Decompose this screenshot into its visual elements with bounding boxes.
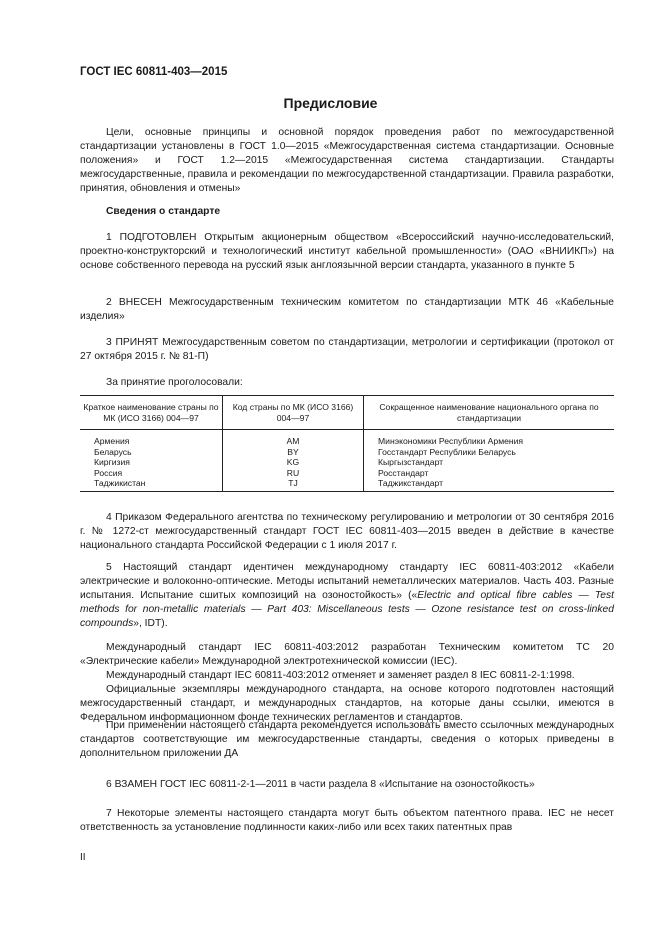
document-header: ГОСТ IEC 60811-403—2015 bbox=[80, 66, 228, 78]
table-cell-code: AM bbox=[223, 430, 364, 447]
table-header-row bbox=[80, 396, 614, 430]
votes-intro bbox=[80, 376, 614, 390]
section-title bbox=[80, 205, 614, 219]
votes-table bbox=[80, 395, 614, 492]
table-header-country: Краткое наименование страны по МК (ИСО 3166) 004—97 bbox=[80, 396, 223, 430]
table-cell-country: Армения bbox=[94, 436, 130, 447]
paragraph-1 bbox=[80, 231, 614, 273]
table-cell-code: KG bbox=[223, 457, 364, 468]
table-cell-code: TJ bbox=[223, 478, 364, 491]
table-row bbox=[80, 457, 614, 468]
table-header-code: Код страны по МК (ИСО 3166) 004—97 bbox=[223, 396, 364, 430]
paragraph-5-application-text: При применении настоящего стандарта рекомендуется использовать вместо ссылочных международных стандартов соответствующие им межгосударственные стандарты, сведения о которых приведены в дополнительном приложении ДА bbox=[80, 720, 614, 759]
page-title: Предисловие bbox=[283, 95, 378, 111]
paragraph-7 bbox=[80, 807, 614, 835]
paragraph-2 bbox=[80, 296, 614, 324]
table-row bbox=[80, 468, 614, 479]
paragraph-5-developer bbox=[80, 641, 614, 669]
table-row bbox=[80, 447, 614, 458]
intro-paragraph bbox=[80, 126, 614, 196]
paragraph-4-text: 4 Приказом Федерального агентства по техническому регулированию и метрологии от 30 сентября 2016 г. № 1272-ст межгосударственный стандарт ГОСТ IEC 60811-403—2015 введен в действие в качестве национального стандарта Российской Федерации с 1 июля 2017 г. bbox=[80, 512, 614, 551]
paragraph-5-replaces bbox=[80, 669, 614, 683]
page-number: II bbox=[80, 852, 86, 863]
paragraph-4 bbox=[80, 511, 614, 553]
paragraph-3 bbox=[80, 336, 614, 364]
table-cell-country: Беларусь bbox=[94, 446, 132, 457]
paragraph-5-replaces-text: Международный стандарт IEC 60811-403:2012 отменяет и заменяет раздел 8 IEC 60811-2-1:1998. bbox=[106, 670, 575, 681]
paragraph-5-english-title: Electric and optical fibre cables — Test methods for non-metallic materials — Part 403: Miscellaneous tests — Ozone resistance test on cross-linked compounds bbox=[80, 590, 614, 629]
paragraph-7-text: 7 Некоторые элементы настоящего стандарта могут быть объектом патентного права. IEC не несет ответственность за установление подлинности каких-либо или всех таких патентных прав bbox=[80, 808, 614, 833]
table-cell-country: Киргизия bbox=[94, 457, 130, 468]
table-cell-body: Минэкономики Республики Армения bbox=[364, 430, 615, 447]
intro-text: Цели, основные принципы и основной порядок проведения работ по межгосударственной стандартизации установлены в ГОСТ 1.0—2015 «Межгосударственная система стандартизации. Основные положения» и ГОСТ 1.2—2015 «Межгосударственная система стандартизации. Стандарты межгосударственные, правила и рекомендации по межгосударственной стандартизации. Правила разработки, принятия, обновления и отмены» bbox=[80, 127, 614, 194]
table-row bbox=[80, 430, 614, 447]
paragraph-5-application bbox=[80, 719, 614, 761]
paragraph-5-tail: », IDT). bbox=[133, 618, 168, 629]
table-cell-country: Россия bbox=[94, 467, 123, 478]
paragraph-5 bbox=[80, 561, 614, 631]
table-cell-country: Таджикистан bbox=[80, 478, 223, 491]
table-cell-body: Кыргызстандарт bbox=[364, 457, 615, 468]
paragraph-3-text: 3 ПРИНЯТ Межгосударственным советом по стандартизации, метрологии и сертификации (протокол от 27 октября 2015 г. № 81-П) bbox=[80, 337, 614, 362]
paragraph-6-text: 6 ВЗАМЕН ГОСТ IEC 60811-2-1—2011 в части раздела 8 «Испытание на озоностойкость» bbox=[106, 779, 535, 790]
table-cell-body: Таджикстандарт bbox=[364, 478, 615, 491]
table-cell-body: Госстандарт Республики Беларусь bbox=[364, 447, 615, 458]
paragraph-5-developer-text: Международный стандарт IEC 60811-403:2012 разработан Техническим комитетом ТС 20 «Электрические кабели» Международной электротехнической комиссии (IEC). bbox=[80, 642, 614, 667]
table-cell-body: Росстандарт bbox=[364, 468, 615, 479]
table-row bbox=[80, 478, 614, 491]
paragraph-6 bbox=[80, 778, 614, 792]
table-header-body: Сокращенное наименование национального органа по стандартизации bbox=[364, 396, 615, 430]
paragraph-1-text: 1 ПОДГОТОВЛЕН Открытым акционерным обществом «Всероссийский научно-исследовательский, проектно-конструкторский и технологический институт кабельной промышленности» (ОАО «ВНИИКП») на основе собственного перевода на русский язык англоязычной версии стандарта, указанного в пункте 5 bbox=[80, 232, 614, 271]
paragraph-5-text: 5 Настоящий стандарт идентичен международному стандарту IEC 60811-403:2012 «Кабели электрические и волоконно-оптические. Методы испытаний неметаллических материалов. Часть 403. Разные испытания. Испытание сшитых композиций на озоностойкость» (« bbox=[80, 562, 614, 601]
paragraph-5-official-copies-text: Официальные экземпляры международного стандарта, на основе которого подготовлен настоящий межгосударственный стандарт, и международных стандартов, на которые даны ссылки, имеются в Федеральном информационном фонде технических регламентов и стандартов. bbox=[80, 684, 614, 723]
votes-intro-text: За принятие проголосовали: bbox=[106, 377, 243, 388]
section-title-text: Сведения о стандарте bbox=[106, 206, 221, 217]
paragraph-2-text: 2 ВНЕСЕН Межгосударственным техническим комитетом по стандартизации МТК 46 «Кабельные изделия» bbox=[80, 297, 614, 322]
table-cell-code: RU bbox=[223, 468, 364, 479]
table-cell-code: BY bbox=[223, 447, 364, 458]
